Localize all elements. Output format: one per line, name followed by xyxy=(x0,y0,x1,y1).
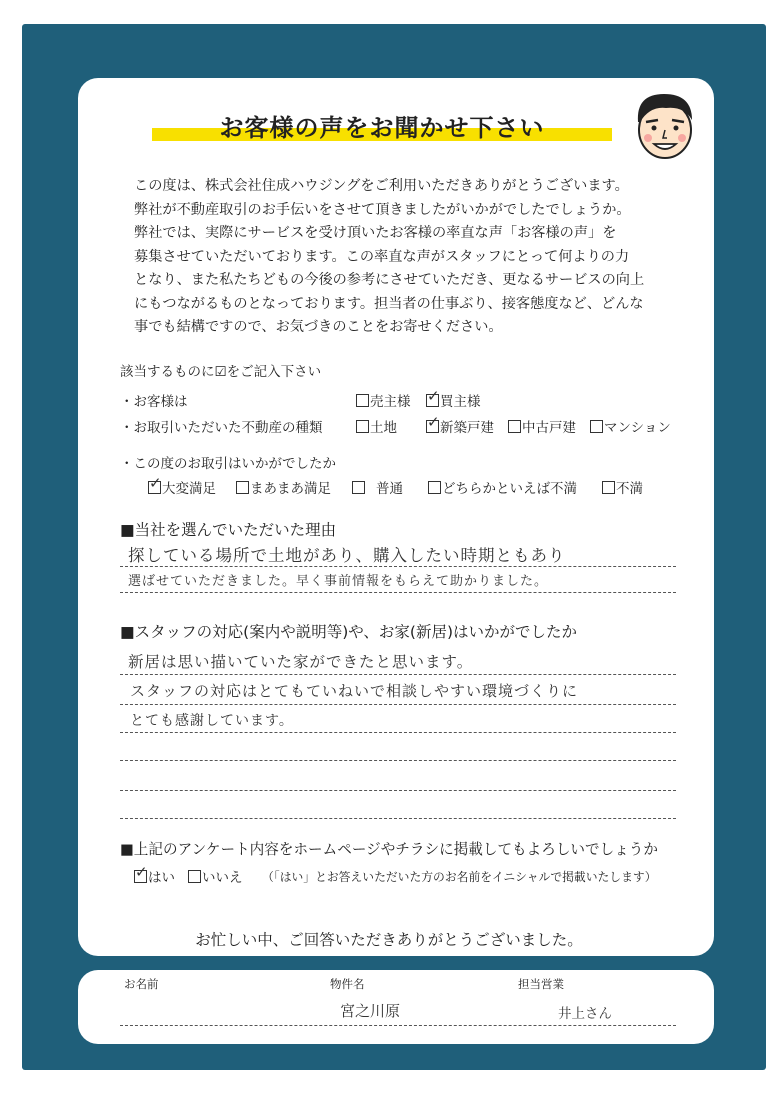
checkbox-box[interactable] xyxy=(188,870,201,883)
checkbox-label: 大変満足 xyxy=(162,481,216,497)
answer-line xyxy=(120,790,676,791)
reason-heading: ■当社を選んでいただいた理由 xyxy=(120,521,337,539)
checkbox-label: マンション xyxy=(604,420,671,436)
checkbox-box[interactable] xyxy=(134,870,147,883)
title-text: お客様の声をお聞かせ下さい xyxy=(219,114,545,142)
staff-answer-line: とても感謝しています。 xyxy=(130,713,294,729)
publish-heading: ■上記のアンケート内容をホームページやチラシに掲載してもよろしいでしょうか xyxy=(120,841,658,858)
name-label: お名前 xyxy=(124,977,159,991)
checkbox-yes[interactable] xyxy=(134,866,175,886)
checkbox-box[interactable] xyxy=(508,420,521,433)
instruction-text: 該当するものに☑をご記入下さい xyxy=(120,364,322,380)
checkbox-box[interactable] xyxy=(148,481,161,494)
page-title xyxy=(152,104,612,144)
checkbox-land[interactable] xyxy=(356,416,397,436)
answer-line xyxy=(120,704,676,705)
checkbox-box[interactable] xyxy=(352,481,365,494)
answer-line xyxy=(120,760,676,761)
checkbox-label: はい xyxy=(148,870,175,886)
checkbox-box[interactable] xyxy=(356,394,369,407)
reason-answer-line: 選ばせていただきました。早く事前情報をもらえて助かりました。 xyxy=(128,574,549,589)
reason-answer-line: 探している場所で土地があり、購入したい時期ともあり xyxy=(128,546,566,565)
checkbox-very-satisfied[interactable] xyxy=(148,477,216,497)
checkbox-new-house[interactable] xyxy=(426,416,494,436)
checkbox-box[interactable] xyxy=(356,420,369,433)
checkbox-box[interactable] xyxy=(426,420,439,433)
checkbox-buyer[interactable] xyxy=(426,390,481,410)
checkbox-label: まあまあ満足 xyxy=(250,481,331,497)
property-label: 物件名 xyxy=(330,977,365,991)
checkbox-box[interactable] xyxy=(236,481,249,494)
footer-line xyxy=(120,1025,676,1026)
checkbox-box[interactable] xyxy=(602,481,615,494)
answer-line xyxy=(120,674,676,675)
checkbox-box[interactable] xyxy=(590,420,603,433)
checkbox-dissatisfied[interactable] xyxy=(602,477,643,497)
intro-line: 募集させていただいております。この率直な声がスタッフにとって何よりの力 xyxy=(134,248,630,265)
checkbox-label: 中古戸建 xyxy=(522,420,576,436)
q-property-label: ・お取引いただいた不動産の種類 xyxy=(120,420,323,436)
checkbox-mansion[interactable] xyxy=(590,416,671,436)
intro-text xyxy=(134,175,694,340)
answer-line xyxy=(120,592,676,593)
checkbox-box[interactable] xyxy=(426,394,439,407)
staff-value: 井上さん xyxy=(558,1006,612,1022)
staff-label: 担当営業 xyxy=(518,977,564,991)
checkbox-used-house[interactable] xyxy=(508,416,576,436)
checkbox-no[interactable] xyxy=(188,866,243,886)
answer-line xyxy=(120,818,676,819)
checkbox-label: いいえ xyxy=(202,870,243,886)
checkbox-label: 土地 xyxy=(370,420,397,436)
intro-line: この度は、株式会社住成ハウジングをご利用いただきありがとうございます。 xyxy=(134,178,629,194)
checkbox-label: 売主様 xyxy=(370,394,411,410)
checkbox-label: 不満 xyxy=(616,481,643,497)
intro-line: 事でも結構ですので、お気づきのことをお寄せください。 xyxy=(134,319,503,335)
checkbox-box[interactable] xyxy=(428,481,441,494)
intro-line: となり、また私たちどもの今後の参考にさせていただき、更なるサービスの向上 xyxy=(134,272,645,288)
checkbox-label: 買主様 xyxy=(440,394,481,410)
checkbox-normal[interactable] xyxy=(352,477,403,497)
answer-line xyxy=(120,732,676,733)
checkbox-label: どちらかといえば不満 xyxy=(442,481,577,497)
q-satisfaction-label: ・この度のお取引はいかがでしたか xyxy=(120,456,336,472)
publish-note: （「はい」とお答えいただいた方のお名前をイニシャルで掲載いたします） xyxy=(262,870,657,884)
thanks-text: お忙しい中、ご回答いただきありがとうございました。 xyxy=(195,931,583,949)
checkbox-seller[interactable] xyxy=(356,390,411,410)
checkbox-fairly-satisfied[interactable] xyxy=(236,477,331,497)
staff-face-icon xyxy=(628,88,702,164)
q-customer-label: ・お客様は xyxy=(120,394,188,410)
checkbox-label: 新築戸建 xyxy=(440,420,494,436)
staff-answer-line: 新居は思い描いていた家ができたと思います。 xyxy=(128,653,474,671)
property-value: 宮之川原 xyxy=(340,1002,401,1020)
checkbox-label: 普通 xyxy=(376,481,403,497)
checkbox-somewhat-dissatisfied[interactable] xyxy=(428,477,577,497)
intro-line: にもつながるものとなっております。担当者の仕事ぶり、接客態度など、どんな xyxy=(134,295,644,312)
staff-heading: ■スタッフの対応(案内や説明等)や、お家(新居)はいかがでしたか xyxy=(120,623,578,641)
intro-line: 弊社では、実際にサービスを受け頂いたお客様の率直な声「お客様の声」を xyxy=(134,225,617,241)
answer-line xyxy=(120,566,676,567)
intro-line: 弊社が不動産取引のお手伝いをさせて頂きましたがいかがでしたでしょうか。 xyxy=(134,201,631,218)
staff-answer-line: スタッフの対応はとてもていねいで相談しやすい環境づくりに xyxy=(130,682,579,700)
